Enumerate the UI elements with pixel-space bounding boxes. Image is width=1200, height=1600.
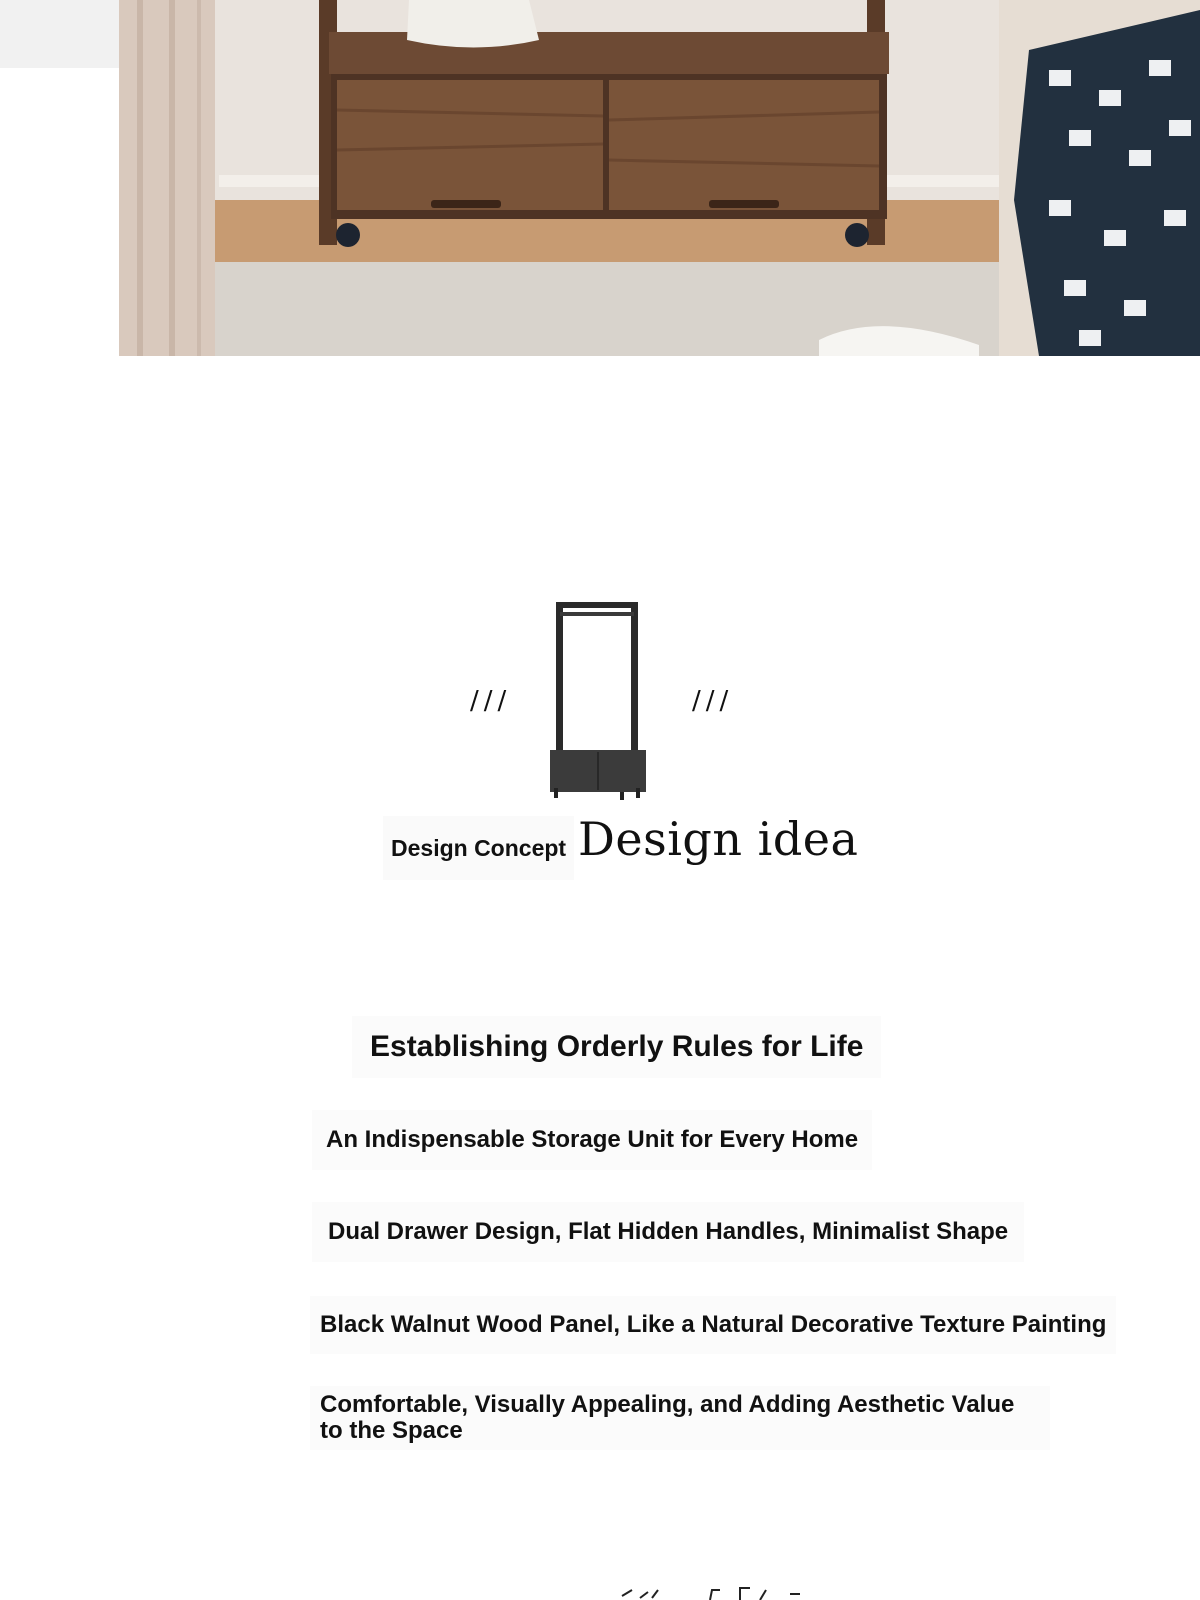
design-idea-title: Design idea	[578, 812, 859, 866]
hero-photo-illustration	[119, 0, 1200, 356]
decorative-slashes-right: ///	[692, 686, 734, 716]
top-left-panel	[0, 0, 119, 68]
hero-product-photo	[119, 0, 1200, 356]
cropped-bottom-text	[600, 1584, 840, 1600]
clothes-rack-icon	[540, 602, 654, 802]
feature-line: An Indispensable Storage Unit for Every Home	[312, 1110, 872, 1170]
feature-line: Dual Drawer Design, Flat Hidden Handles, Minimalist Shape	[312, 1202, 1024, 1262]
design-concept-label: Design Concept	[383, 816, 574, 880]
feature-line: Black Walnut Wood Panel, Like a Natural Decorative Texture Painting	[310, 1296, 1116, 1354]
decorative-slashes-left: ///	[470, 686, 512, 716]
feature-line: Comfortable, Visually Appealing, and Adding Aesthetic Value to the Space	[310, 1386, 1050, 1450]
section-headline: Establishing Orderly Rules for Life	[352, 1016, 881, 1078]
